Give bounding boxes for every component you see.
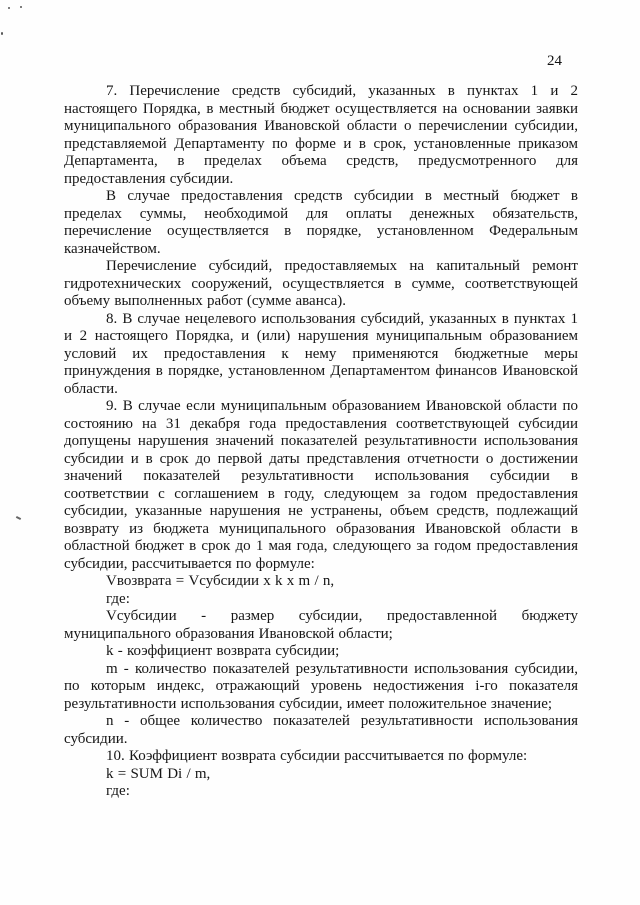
- paragraph-7-sub-1: В случае предоставления средств субсидии в местный бюджет в пределах суммы, необходимой для оплаты денежных обязательств, перечисление осуществляется в порядке, установленном Федеральным казначейством.: [64, 188, 578, 257]
- page-number: 24: [547, 53, 562, 69]
- paragraph-7: 7. Перечисление средств субсидий, указанных в пунктах 1 и 2 настоящего Порядка, в местный бюджет осуществляется на основании заявки муниципального образования Ивановской области о перечислении субсидии, представляемой Департаменту по форме и в срок, установленные приказом Департамента, в пределах объема средств, предусмотренного для предоставления субсидии.: [64, 83, 578, 187]
- formula-where-label-2: где:: [106, 783, 130, 799]
- definition-v-subsidy: Vсубсидии - размер субсидии, предоставленной бюджету муниципального образования Ивановской области;: [64, 608, 578, 642]
- paragraph-8: 8. В случае нецелевого использования субсидий, указанных в пунктах 1 и 2 настоящего Порядка, и (или) нарушения муниципальным образованием условий их предоставления к нему применяются бюджетные меры принуждения в порядке, установленном Департаментом финансов Ивановской области.: [64, 310, 578, 397]
- formula-v-return: Vвозврата = Vсубсидии x k x m / n,: [106, 573, 335, 589]
- definition-m: m - количество показателей результативности использования субсидии, по которым индекс, отражающий уровень недостижения i-го показателя результативности использования субсидии, имеет положительное значение;: [64, 660, 578, 712]
- paragraph-9: 9. В случае если муниципальным образованием Ивановской области по состоянию на 31 декабря года предоставления соответствующей субсидии допущены нарушения значений показателей результативности использования субсидии и в срок до первой даты представления отчетности о достижении значений показателей результативности использования субсидии в соответствии с соглашением в году, следующем за годом предоставления субсидии, указанные нарушения не устранены, объем средств, подлежащий возврату из бюджета муниципального образования Ивановской области в областной бюджет в срок до 1 мая года, следующего за годом предоставления субсидии, рассчитывается по формуле:: [64, 398, 578, 572]
- document-body: [64, 83, 578, 801]
- scan-artifact: [20, 6, 22, 8]
- scan-artifact: [16, 516, 21, 520]
- scan-artifact: [8, 7, 10, 9]
- scan-artifact: [1, 32, 3, 35]
- paragraph-7-sub-2: Перечисление субсидий, предоставляемых на капитальный ремонт гидротехнических сооружений, осуществляется в сумме, соответствующей объему выполненных работ (сумме аванса).: [64, 258, 578, 309]
- formula-k-sum: k = SUM Di / m,: [106, 765, 211, 782]
- definition-k: k - коэффициент возврата субсидии;: [106, 643, 340, 659]
- definition-n: n - общее количество показателей результативности использования субсидии.: [64, 713, 578, 747]
- paragraph-10: 10. Коэффициент возврата субсидии рассчитывается по формуле:: [106, 748, 528, 764]
- formula-where-label-1: где:: [106, 590, 130, 607]
